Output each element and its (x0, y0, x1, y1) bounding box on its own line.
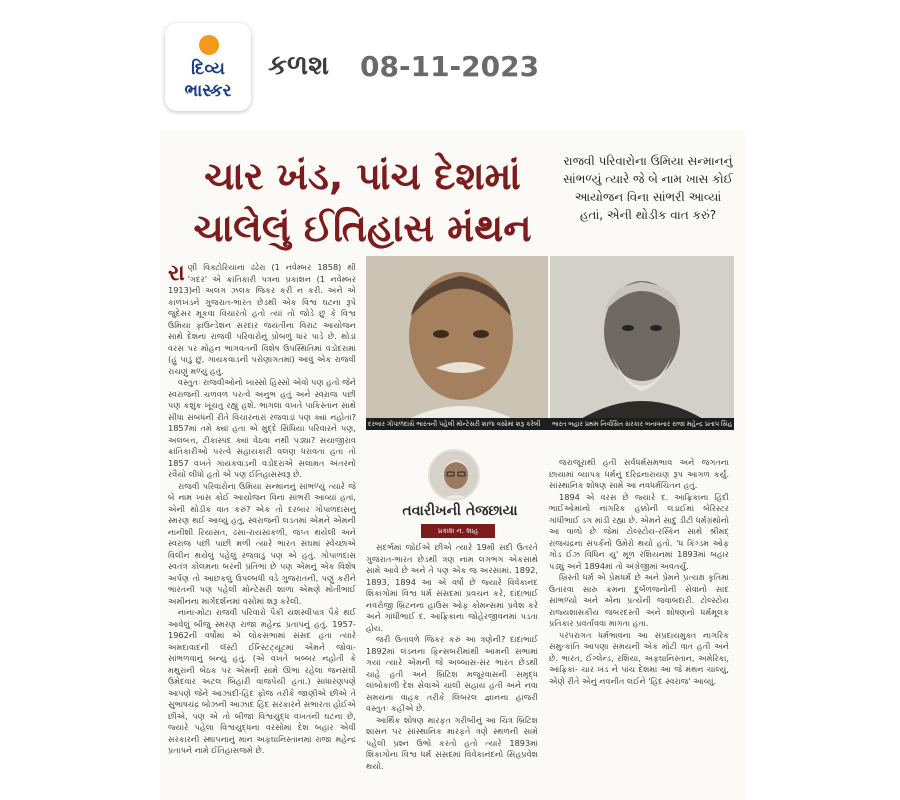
paragraph: નાના-મોટા રાજવી પરિવારો પૈકી યશસ્વીપાત્ર પૈકે થઈ આવેલું બીજું સ્મરણ રાજા મહેન્દ્ર પ્રતાપનું હતું. 1957-1962ની વર્ષોમાં એ લોકસભામાં સંસદ હતા ત્યારે અમદાવાદની લૅસ્ટી ઈન્સ્ટિટ્યૂટમાં એમને જોવા-સાંભળવાનું બન્યું હતું. (એ વખતે બબ્બર નહોતી કે મથુરાની બેઠક પર એમની સામે ઊભા રહેલા જનસંઘી ઉમેદવાર અટલ બિહારી વાજપેયી હતા.) સાધારણપણે આપણે જેને આઝાદી-હિંદ ફોજ તરીકે જાણીએ છીએ તે સુભાષચંદ્ર બોઝની આઝાદ હિંદ સરકારને સંભારતા હોઈએ છીએ, પણ એ તો બીજા વિશ્વયુદ્ધ વખતની ઘટના છે, જ્યારે પહેલા વિશ્વયુદ્ધના વરસોમાં દેશ બહાર એવી સરકારની સ્થાપનાનું માન અફઘાનિસ્તાનમાં રાજા મહેન્દ્ર પ્રતાપને નામે ઈતિહાસજમે છે. (168, 607, 356, 755)
headline-line-1: ચાર ખંડ, પાંચ દેશમાં (204, 154, 521, 198)
headline-line-2: ચાલેલું ઈતિહાસ મંથન (193, 206, 532, 250)
article-headline (175, 150, 550, 254)
portrait-photo-mahendra-pratap (550, 256, 734, 426)
column-title: તવારીખની તેજછાયા (402, 503, 518, 519)
paragraph: પરંપરાગત ધર્મભાવના આ સંપ્રદાયમુક્ત નાગરિક સમુત્કાંતિ આપણા સમયની એક મોટી વાત હતી અને છે. ભારત, ઈંગ્લેન્ડ, રશિયા, અફઘાનિસ્તાન, અમેરિકા, આફ્રિકા- ચાર ખંડ ને પાંચ દેશમાં આ જે મંથન ચાલ્યું, એણે રીતે એનું નવનીત લઈને 'હિંદ સ્વરાજ' આવ્યું. (549, 629, 729, 686)
pull-quote: રાજવી પરિવારોના ઉમિયા સન્માનનું સાંભળ્યું ત્યારે જે બે નામ ખાસ કોઈ આયોજન વિના સાંભરી આવ્યાં હતાં, એની થોડીક વાત કરું? (563, 154, 733, 222)
paragraph: રાજવી પરિવારોના ઉમિયા સન્માનનું સાંભળ્યું ત્યારે જે બે નામ ખાસ કોઈ આયોજન વિના સાંભરી આવ્યાં હતાં, એની થોડીક વાત કરું? એક તો દરબાર ગોપાળદાસનું સ્મરણ થઈ આવ્યું હતું, સ્વરાજની લડતમાં એમને એમની નાનીશી રિયાસત, ઢસા-રાયસાંકળી, જપ્ત થયેલી અને સ્વરાજ પછી પાછી મળી ત્યારે ભારત સંઘમાં સ્વેચ્છાએ વિલીન થયેલું પહેલું રજવાડું પણ એ હતું. ગોપાળદાસ સ્વતંત્ર કોલમના બરની પ્રતિભા છે પણ એમનું એક વિશેષ અર્પણ તો આછકલું ઉપલ્બધી વડે ગુજરાતની, પણું કરીને ભારતની પણ પહેલી મોન્ટેસરી શાળા એમણે મોતીભાઈ અમીનના માર્ગદર્શનમાં વસોમાં શરૂ કરેલી. (168, 480, 356, 606)
portrait-photo-gopaldas (366, 256, 548, 426)
paragraph: જરાજૂરાથી હતી સર્વધર્મસમભાવ અને જગતના છાયામાં વ્યાપક ધર્મનું દરિદ્રનારાયણ રૂપ આગળ કર્યું. સાંસ્થાનિક શોષણ સામે આ નવધર્મચિંતન હતું. (549, 457, 729, 490)
article-column-1 (168, 262, 356, 794)
article-column-2 (366, 542, 538, 794)
author-avatar (428, 449, 480, 501)
author-byline: પ્રકાશ ન. શાહ (421, 524, 495, 538)
sun-logo-icon (199, 35, 219, 55)
photo-1-caption: દરબાર ગોપાળદાસે ભારતની પહેલી મોન્ટેસરી શાળા વસોમાં શરૂ કરેલી (368, 420, 541, 428)
logo-text-line1: દિવ્ય (191, 59, 225, 79)
paragraph: સંદર્ભમાં જોઈએ છીએ ત્યારે 19મી સદી ઉતરતે ગુજરાત-ભારત છેડથી ત્રણ નામ લગભગ એકસાથે સામે આવે છે અને તે પણ એક જ અરસામાં. 1892, 1893, 1894 આ એ વર્ષો છે જ્યારે વિવેકાનંદ શિકાગોમાં વિશ્વ ધર્મ સંસદમાં પ્રવચન કરે, દાદાભાઈ નવરોજી બ્રિટનના હાઉસ ઓફ કોમન્સમાં પ્રવેશ કરે અને ગાંધીભાઈ દ. આફ્રિકાના જોહેરજીવનમાં પડતા હોય. (366, 542, 538, 633)
paragraph: 1894 એ વરસ છે જ્યારે દ. આફ્રિકાના હિંદી ભાઈઓમાંનો નાગરિક હક્કોની લડાઈમાં બેરિસ્ટર ગાંધીભાઈ ડગ માંડી રહ્યા છે. એમને સાદું ડીટી ધર્મગ્રંથોનો આ વાળો છે જેમાં ટોલ્સ્ટોય-રસ્કિન સાથે શ્રીમદ્ રાજચંદ્રના સંપર્કનો ઉમેરો થયો હતો. 'ધ કિંગ્ડમ ઓફ ગોડ ઈઝ વિધિન યુ' મૂળ રશિયનમાં 1893માં બહાર પડ્યું અને 1894માં તો અંગ્રેજીમાં અવતર્યું. (549, 491, 729, 571)
photo-2-caption: ભારત બહાર પ્રથમ નિર્વાસિત સરકાર બનાવનાર રાજા મહેન્દ્ર પ્રતાપ સિંહ (552, 420, 732, 428)
edition-date: 08-11-2023 (360, 50, 540, 83)
paragraph: જરી ઉતાવળે જિકર કરું આ ત્રણેની? દાદાભાઈ 1892માં લંડનના ફિન્સબરીમાંથી આમની સભામાં ગયા ત્યારે એમની જે અબ્બાસ-સંર ભારત છેડથી ચાહે હતી અને બ્રિટિશ મજૂરવાસની સમૃદ્ધ લાંબોકાળી દેશ સેવાએ ચાલી સહાય હતી અને નવા સમયના વાહક તરીકે લિબરલ જ્ઞાનના હાજરી વસ્તુતઃ કહીએ છે. (366, 634, 538, 713)
portrait-illustration-1 (366, 256, 548, 426)
paragraph: ણી વિક્ટોરિયાના ઢંઢેરા (1 નવેમ્બર 1858) થી 'ગદર' એ ક્રાંતિકારી પત્રના પ્રકાશન (1 નવેમ્બર 1913)ની અલગ ઝલક જિકર કરી ન કરી. અને એ કાળખંડને ગુજરાત-ભારત છેડથી એક વિશ્વ ઘટના રૂપે જુદેસર મૂકવા વિચારતો હતો ત્યાં તો જોડે છું કે વિશ્વ ઉમિયા ફાઉન્ડેશન સરદાર જયંતીના વિરાટ આયોજન સાથે દેશના રાજવી પરિવારોનું પ્રોબળું ધાર પાડે છે. થોડાં વરસ પર મોહન ભાગવતની વિશેષ ઉપસ્થિતિમાં વડોદરામાં (હું પાડું છું, ગાયકવાડની પરોણાગતમાં) આવું એક રાજવી રાચણું મળ્યું હતું. (168, 262, 356, 376)
article-column-3 (549, 457, 729, 794)
divya-bhaskar-logo[interactable] (165, 23, 251, 111)
portrait-illustration-2 (550, 256, 734, 426)
paragraph: આર્થિક શોષણ મારફત ગરીબીનું આ ચિત્ર બ્રિટિશ શાસન પર સાંસ્થાનિક મારફતે ત્રણે સ્થળની સામે પહેલી પ્રશ્ન ઉભો કરતો હતો ત્યારે 1893માં શિકાગોના વિશ્વ ધર્મ સંસદમાં વિવેકાનંદનો સિંહપ્રવેશ થયો. (366, 714, 538, 771)
paragraph: વસ્તુતઃ રાજવીઓનો ખાસ્સો હિસ્સો એવો પણ હતો જેને સ્વરાજની ચળવળ પરત્વે અનુભ હતું અને સ્વરાજ પછી પણ કશુંક ખૂંચતું રહ્યું હશે. ભાગલા વખતે પાકિસ્તાન સાથે સીધા સંબંધની રીતે વિચારનારાં રજવાડાં પણ ક્યાં નહોતાં? 1857માં તમે ક્યાં હતા એ મુદ્દે સિંધિયા પરિવારને પણ, અલબત્ત, ટીકાસ્પદ ક્યાં વેઠવા નથી પડ્યા? સયાજીરાવ ક્રાંતિકારીઓ પરત્વે સહાયકારી વલણ ધરાવતા હતા તો 1857 વખતે ગાયકવાડની વડોદરાએ સલામત અંતરનો રવૈયો લીધો હતો એ પણ ઈતિહાસસ્વરૂ છે. (168, 377, 356, 479)
paragraph: ખ્રિસ્તી ધર્મ એ પ્રેમધર્મ છે અને પ્રેમને પ્રત્યક્ષ કૃતિમાં ઉતારવા સારુ ક્રમના દુર્બળજનોની સેવાનો સાદ સાંભળ્યો અને એના પ્રત્યેની જવાબદારી. ટોલ્સ્ટોય રાજ્યશાસકીય જબરદસ્તી અને શોષણનો ધર્મમૂલક પ્રતિકાર પ્રવર્તાવવા માગતા હતા. (549, 572, 729, 628)
section-name: કળશ (268, 50, 329, 81)
drop-cap: રા (168, 262, 185, 286)
logo-text-line2: ભાસ્કર (184, 81, 232, 101)
